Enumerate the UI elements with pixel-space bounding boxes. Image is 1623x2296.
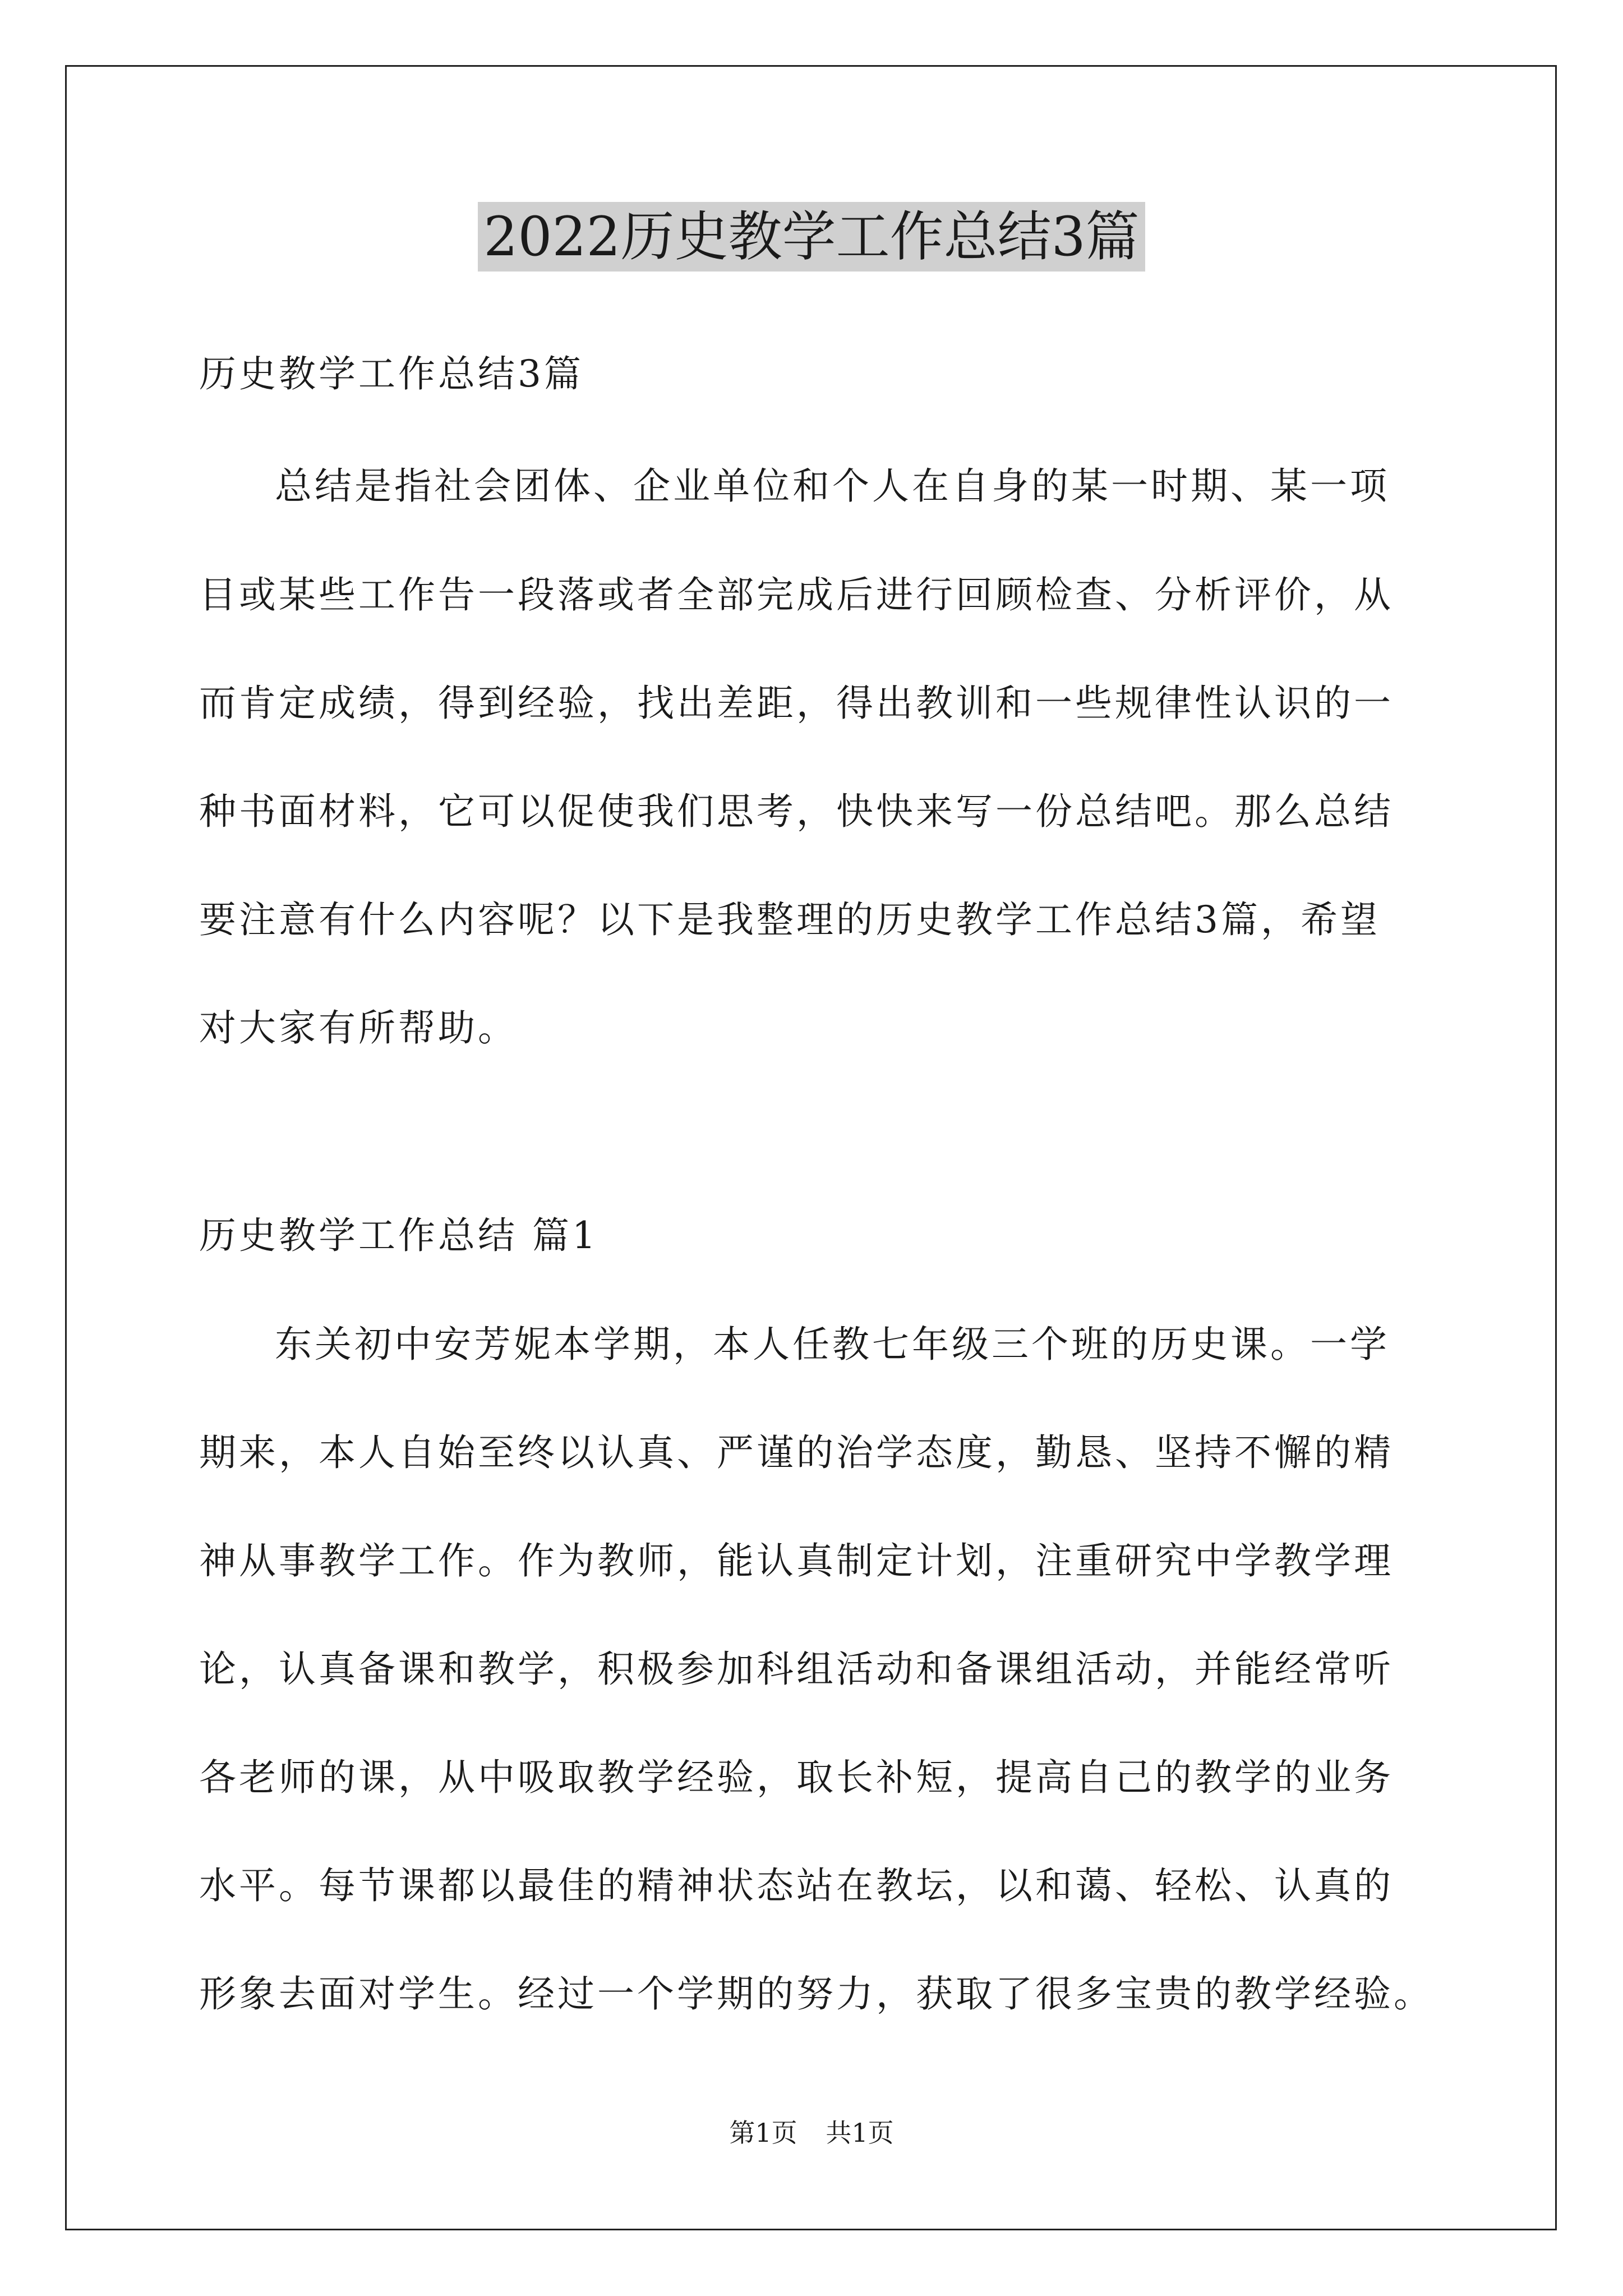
intro-line-5: 要注意有什么内容呢？以下是我整理的历史教学工作总结3篇，希望 (199, 898, 1380, 941)
intro-line-6: 对大家有所帮助。 (199, 1006, 518, 1050)
body-line-4: 论，认真备课和教学，积极参加科组活动和备课组活动，并能经常听 (199, 1648, 1394, 1691)
intro-line-2: 目或某些工作告一段落或者全部完成后进行回顾检查、分析评价，从 (199, 573, 1394, 616)
section-heading: 历史教学工作总结3篇 (199, 352, 584, 395)
intro-line-1: 总结是指社会团体、企业单位和个人在自身的某一时期、某一项 (275, 464, 1390, 508)
title-text: 2022历史教学工作总结3篇 (478, 202, 1145, 272)
body-line-5: 各老师的课，从中吸取教学经验，取长补短，提高自己的教学的业务 (199, 1756, 1394, 1799)
body-line-3: 神从事教学工作。作为教师，能认真制定计划，注重研究中学教学理 (199, 1539, 1394, 1582)
body-line-7: 形象去面对学生。经过一个学期的努力，获取了很多宝贵的教学经验。 (199, 1972, 1433, 2016)
body-line-6: 水平。每节课都以最佳的精神状态站在教坛，以和蔼、轻松、认真的 (199, 1864, 1394, 1907)
body-line-1: 东关初中安芳妮本学期，本人任教七年级三个班的历史课。一学 (275, 1323, 1390, 1366)
page-footer (0, 2116, 1623, 2150)
intro-line-4: 种书面材料，它可以促使我们思考，快快来写一份总结吧。那么总结 (199, 790, 1394, 833)
document-title (0, 197, 1623, 276)
page-number: 第1页 (729, 2118, 797, 2148)
page-total: 共1页 (826, 2118, 894, 2148)
subsection-heading: 历史教学工作总结 篇1 (199, 1214, 598, 1257)
body-line-2: 期来，本人自始至终以认真、严谨的治学态度，勤恳、坚持不懈的精 (199, 1431, 1394, 1474)
intro-line-3: 而肯定成绩，得到经验，找出差距，得出教训和一些规律性认识的一 (199, 682, 1394, 725)
